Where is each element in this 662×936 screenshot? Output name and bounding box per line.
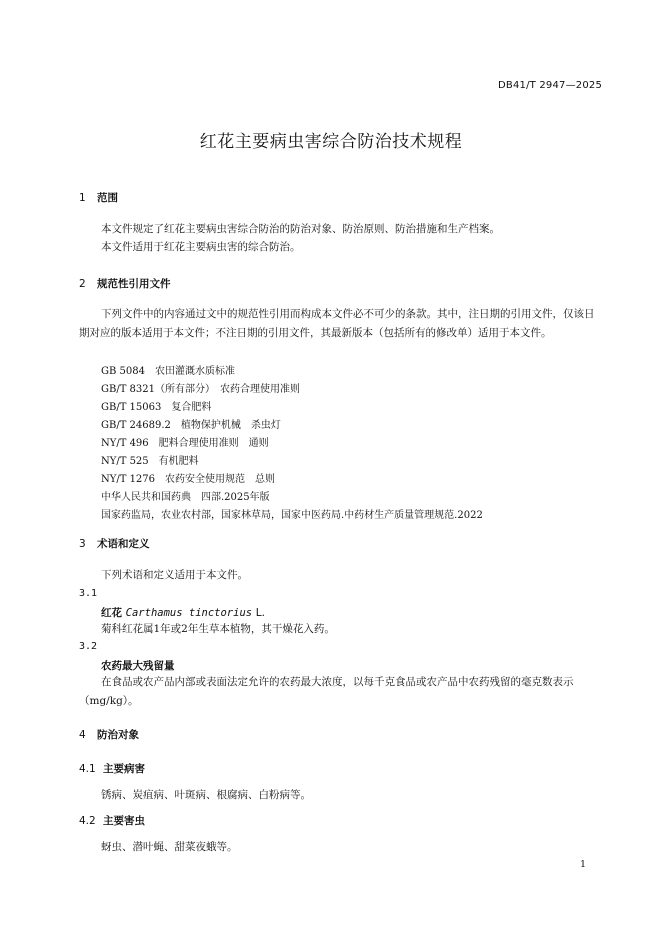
reference-item: GB/T 8321（所有部分） 农药合理使用准则 bbox=[101, 384, 301, 395]
term-entry bbox=[101, 605, 265, 620]
section-title: 规范性引用文件 bbox=[97, 278, 171, 290]
paragraph: 下列文件中的内容通过文中的规范性引用而构成本文件必不可少的条款。其中，注日期的引用文件，仅该日期对应的版本适用于本文件；不注日期的引用文件，其最新版本（包括所有的修改单）适用于本文件。 bbox=[79, 308, 595, 339]
section-title: 防治对象 bbox=[97, 729, 139, 741]
paragraph: 下列术语和定义适用于本文件。 bbox=[101, 569, 248, 581]
section-number: 1 bbox=[79, 192, 86, 204]
paragraph: 本文件规定了红花主要病虫害综合防治的防治对象、防治原则、防治措施和生产档案。 bbox=[101, 223, 500, 235]
subsection-4-1-heading bbox=[79, 761, 145, 776]
document-title: 红花主要病虫害综合防治技术规程 bbox=[199, 132, 463, 152]
subsection-title: 主要害虫 bbox=[103, 815, 145, 827]
section-2-heading bbox=[79, 276, 171, 291]
section-4-heading bbox=[79, 727, 139, 742]
standard-code: DB41/T 2947—2025 bbox=[498, 80, 603, 91]
section-3-heading bbox=[79, 536, 150, 551]
paragraph: 锈病、炭疽病、叶斑病、根腐病、白粉病等。 bbox=[101, 789, 311, 801]
term-name: 农药最大残留量 bbox=[101, 660, 175, 672]
paragraph: 蚜虫、潜叶蝇、甜菜夜蛾等。 bbox=[101, 841, 238, 853]
reference-item: NY/T 496 肥料合理使用准则 通则 bbox=[101, 438, 269, 449]
section-number: 4 bbox=[79, 729, 86, 741]
term-latin-name: Carthamus tinctorius bbox=[125, 607, 253, 619]
subsection-number: 4.1 bbox=[79, 763, 96, 775]
clause-number: 3.2 bbox=[79, 641, 98, 652]
reference-item: NY/T 525 有机肥料 bbox=[101, 456, 199, 467]
term-definition: 菊科红花属1年或2年生草本植物，其干燥花入药。 bbox=[101, 623, 335, 635]
reference-item: GB 5084 农田灌溉水质标准 bbox=[101, 366, 235, 377]
term-definition: 在食品或农产品内部或表面法定允许的农药最大浓度，以每千克食品或农产品中农药残留的毫克数表示（mg/kg）。 bbox=[79, 676, 574, 707]
clause-number: 3.1 bbox=[79, 588, 98, 599]
reference-item: 中华人民共和国药典 四部.2025年版 bbox=[101, 492, 270, 503]
reference-item: 国家药监局，农业农村部，国家林草局，国家中医药局.中药材生产质量管理规范.2022 bbox=[101, 510, 483, 521]
section-title: 术语和定义 bbox=[97, 538, 150, 550]
subsection-title: 主要病害 bbox=[103, 763, 145, 775]
reference-item: NY/T 1276 农药安全使用规范 总则 bbox=[101, 474, 276, 485]
section-number: 3 bbox=[79, 538, 86, 550]
reference-item: GB/T 24689.2 植物保护机械 杀虫灯 bbox=[101, 420, 281, 431]
term-author: L. bbox=[255, 607, 265, 619]
paragraph: 本文件适用于红花主要病虫害的综合防治。 bbox=[101, 241, 301, 253]
subsection-4-2-heading bbox=[79, 813, 145, 828]
section-title: 范围 bbox=[97, 192, 118, 204]
page-number: 1 bbox=[580, 859, 587, 870]
term-name: 红花 bbox=[101, 607, 122, 619]
subsection-number: 4.2 bbox=[79, 815, 96, 827]
section-number: 2 bbox=[79, 278, 86, 290]
reference-item: GB/T 15063 复合肥料 bbox=[101, 402, 212, 413]
section-1-heading bbox=[79, 190, 118, 205]
